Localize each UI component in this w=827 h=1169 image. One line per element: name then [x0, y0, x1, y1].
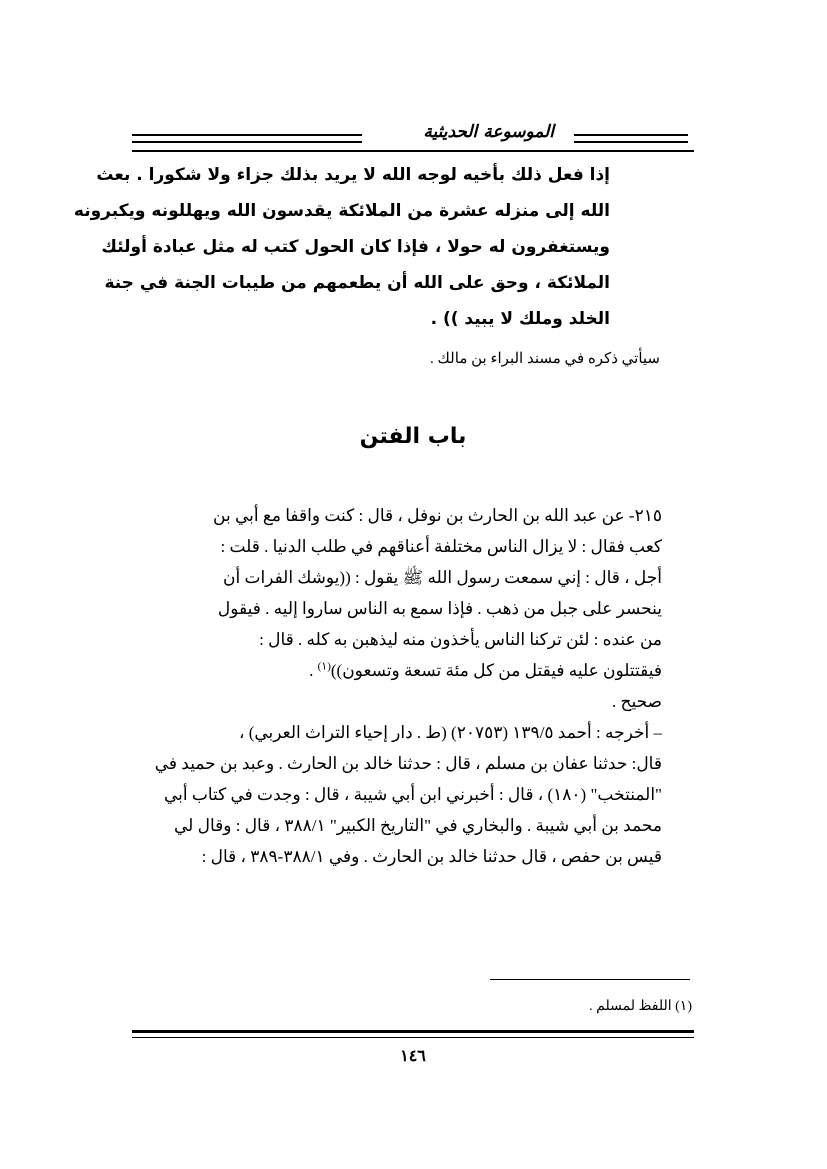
hadith-line: ٢١٥- عن عبد الله بن الحارث بن نوفل ، قال : كنت واقفا مع أبي بن — [213, 506, 662, 525]
hadith-line-last — [132, 655, 662, 686]
hadith-grade: صحيح . — [611, 692, 662, 711]
hadith-line: كعب فقال : لا يزال الناس مختلفة أعناقهم في طلب الدنيا . قلت : — [220, 537, 662, 556]
takhrij-line: قيس بن حفص ، قال حدثنا خالد بن الحارث . وفي ٣٨٨/١-٣٨٩ ، قال : — [201, 847, 662, 866]
chapter-title: باب الفتن — [359, 424, 467, 449]
footer-rule — [132, 1030, 694, 1038]
takhrij-line: – أخرجه : أحمد ١٣٩/٥ (٢٠٧٥٣) (ط . دار إحياء التراث العربي) ، — [238, 723, 662, 742]
footnote-separator — [490, 979, 690, 980]
header-title: الموسوعة الحديثية — [423, 122, 554, 142]
hadith-body — [132, 500, 662, 872]
intro-line: الله إلى منزله عشرة من الملائكة يقدسون الله ويهللونه ويكبرونه — [73, 201, 610, 221]
header-underline — [132, 150, 694, 152]
takhrij-line: قال: حدثنا عفان بن مسلم ، قال : حدثنا خالد بن الحارث . وعبد بن حميد في — [154, 754, 662, 773]
footnote-marker: (١) — [317, 660, 331, 673]
header-rule-right — [574, 134, 688, 143]
hadith-line: من عنده : لئن تركنا الناس يأخذون منه ليذهبن به كله . قال : — [259, 630, 662, 649]
takhrij-line: محمد بن أبي شيبة . والبخاري في "التاريخ الكبير" ٣٨٨/١ ، قال : وقال لي — [174, 816, 662, 835]
running-header — [132, 120, 694, 150]
intro-line: الملائكة ، وحق على الله أن يطعمهم من طيبات الجنة في جنة — [104, 273, 610, 293]
footnote: (١) اللفظ لمسلم . — [589, 999, 692, 1014]
takhrij-line: "المنتخب" (١٨٠) ، قال : أخبرني ابن أبي شيبة ، قال : وجدت في كتاب أبي — [163, 785, 662, 804]
cross-reference-note: سيأتي ذكره في مسند البراء بن مالك . — [430, 351, 660, 367]
intro-paragraph — [73, 157, 610, 337]
hadith-line-end: . — [309, 661, 318, 680]
hadith-line: فيقتتلون عليه فيقتل من كل مئة تسعة وتسعون)) — [330, 661, 662, 680]
header-rule-left — [132, 134, 362, 143]
hadith-line: أجل ، قال : إني سمعت رسول الله ﷺ يقول : ((يوشك الفرات أن — [223, 568, 662, 587]
hadith-line: ينحسر على جبل من ذهب . فإذا سمع به الناس ساروا إليه . فيقول — [217, 599, 662, 618]
intro-line: ويستغفرون له حولا ، فإذا كان الحول كتب له مثل عبادة أولئك — [101, 237, 610, 257]
intro-line: الخلد وملك لا يبيد )) . — [430, 309, 610, 329]
page-number: ١٤٦ — [400, 1048, 426, 1065]
intro-line: إذا فعل ذلك بأخيه لوجه الله لا يريد بذلك جزاء ولا شكورا . بعث — [96, 165, 610, 185]
